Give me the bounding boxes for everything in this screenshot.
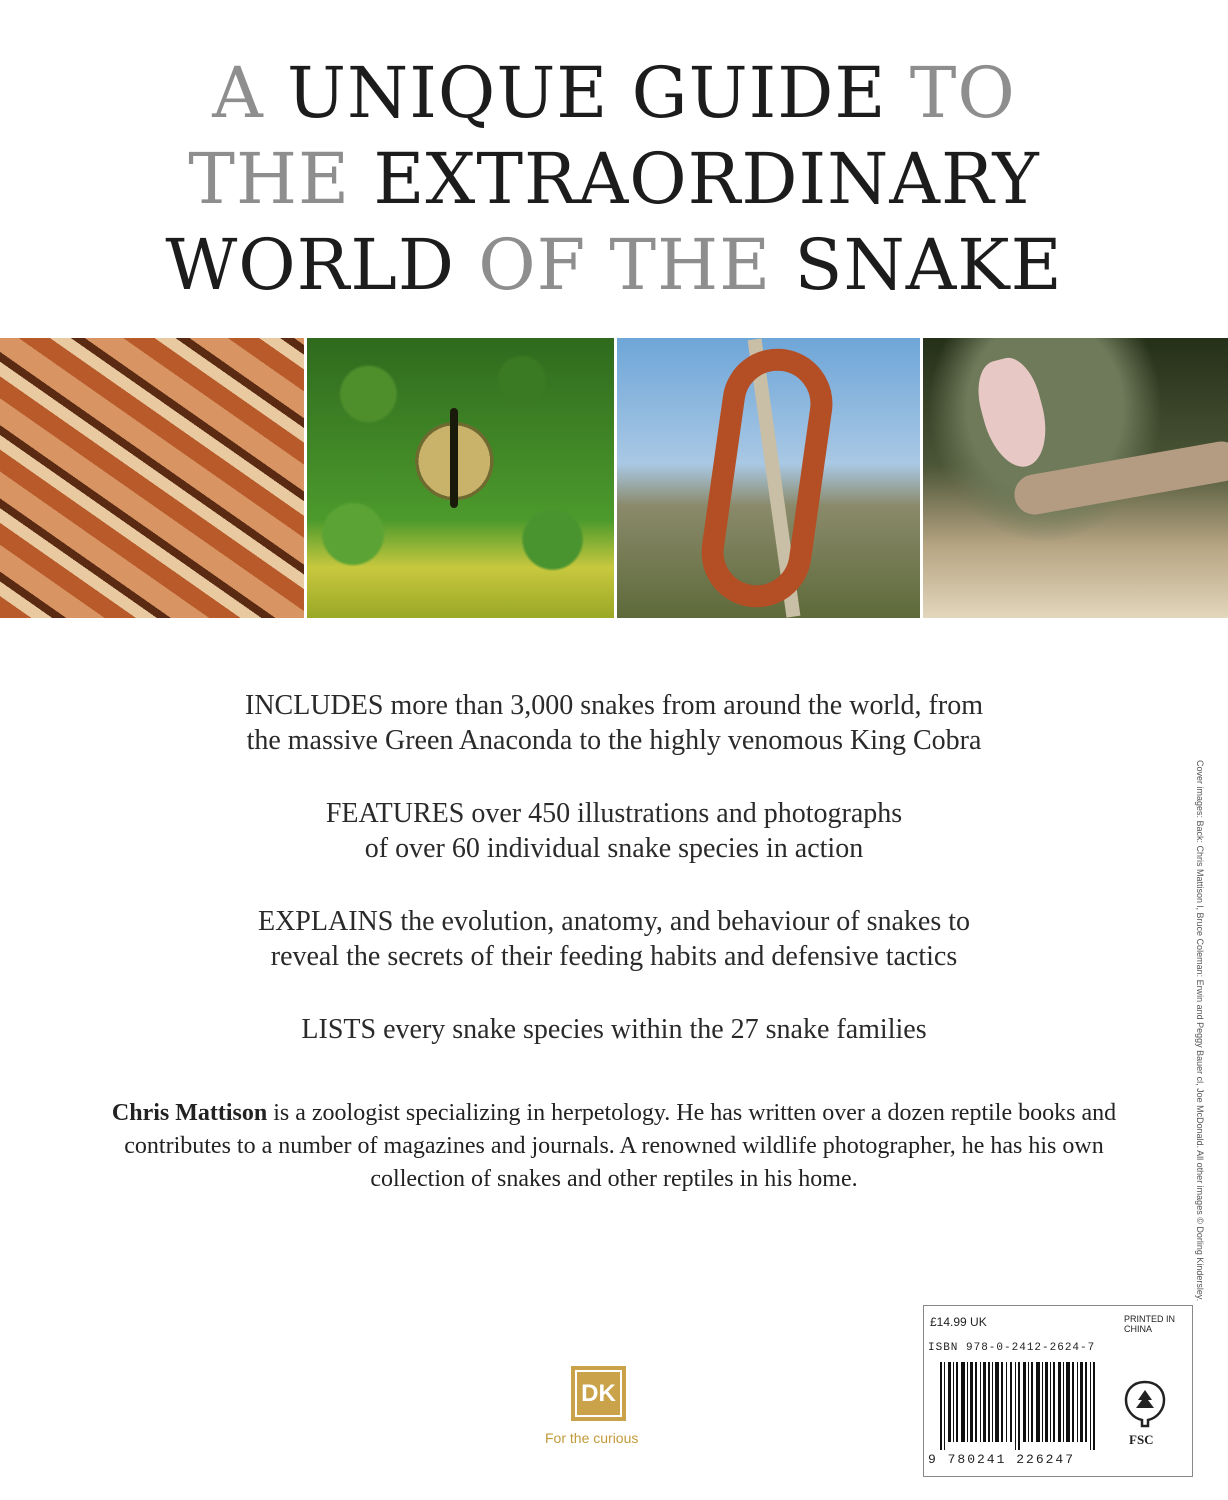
feature-text: every snake species within the 27 snake families [376,1014,927,1045]
feature-text: the massive Green Anaconda to the highly venomous King Cobra [246,725,982,756]
feature-item [0,688,1228,723]
feature-text: of over 60 individual snake species in action [364,833,864,864]
headline-word: SNAKE [794,224,1063,306]
image-credits-text: Cover images: Back: Chris Mattison l, Bruce Coleman: Erwin and Peggy Bauer cl, Joe McDonald. All other images © Dorling Kindersley. [1195,760,1205,1302]
snake-body [1011,438,1228,517]
feature-item-cont [0,723,1228,758]
headline-line-2 [0,136,1228,222]
snake-photo-eye [307,338,613,618]
author-bio [80,1097,1148,1196]
headline-word: WORLD [165,224,455,306]
price: £14.99 UK [930,1315,987,1329]
feature-list [0,904,1228,974]
snake-open-mouth [970,352,1056,474]
headline-word: THE [188,138,374,220]
barcode-icon [940,1362,1100,1450]
feature-item-cont [0,939,1228,974]
feature-list [0,796,1228,866]
dk-logo-mark: DK [575,1370,622,1417]
printed-in: PRINTED IN CHINA [1124,1314,1176,1334]
snake-photo-striking [923,338,1228,618]
headline-word: UNIQUE GUIDE [287,52,887,134]
fsc-tree-icon [1122,1378,1168,1428]
headline-word: A [212,52,288,134]
feature-item [0,796,1228,831]
barcode-number: 9 780241 226247 [928,1452,1076,1467]
feature-item [0,1012,1228,1047]
snake-body [694,342,839,615]
snake-photo-branch [617,338,920,618]
snake-photo-coiled [0,338,304,618]
author-name: Chris Mattison [111,1100,268,1126]
feature-item [0,904,1228,939]
feature-keyword: LISTS [301,1014,377,1045]
isbn: ISBN 978-0-2412-2624-7 [928,1342,1096,1354]
headline-word: EXTRAORDINARY [373,138,1040,220]
photo-strip [0,338,1228,618]
headline [0,50,1228,308]
author-bio-text: is a zoologist specializing in herpetology. He has written over a dozen reptile books and contributes to a number of magazines and journals. A renowned wildlife photographer, he has his own collection of snakes and other reptiles in his home. [124,1100,1117,1192]
feature-text: reveal the secrets of their feeding habits and defensive tactics [270,941,958,972]
feature-keyword: EXPLAINS [257,906,394,937]
feature-keyword: INCLUDES [245,690,384,721]
feature-text: over 450 illustrations and photographs [464,798,903,829]
fsc-label: FSC [1129,1432,1154,1447]
headline-word: OF THE [454,224,795,306]
snake-pupil [450,408,458,508]
dk-logo [571,1366,626,1421]
feature-list [0,688,1228,758]
feature-keyword: FEATURES [325,798,465,829]
headline-word: TO [886,52,1016,134]
headline-line-1 [0,50,1228,136]
dk-tagline: For the curious [545,1430,639,1446]
feature-text: the evolution, anatomy, and behaviour of snakes to [393,906,971,937]
headline-line-3 [0,222,1228,308]
image-credits [1195,760,1205,1302]
feature-text: more than 3,000 snakes from around the world, from [383,690,983,721]
feature-list [0,1012,1228,1047]
feature-item-cont [0,831,1228,866]
